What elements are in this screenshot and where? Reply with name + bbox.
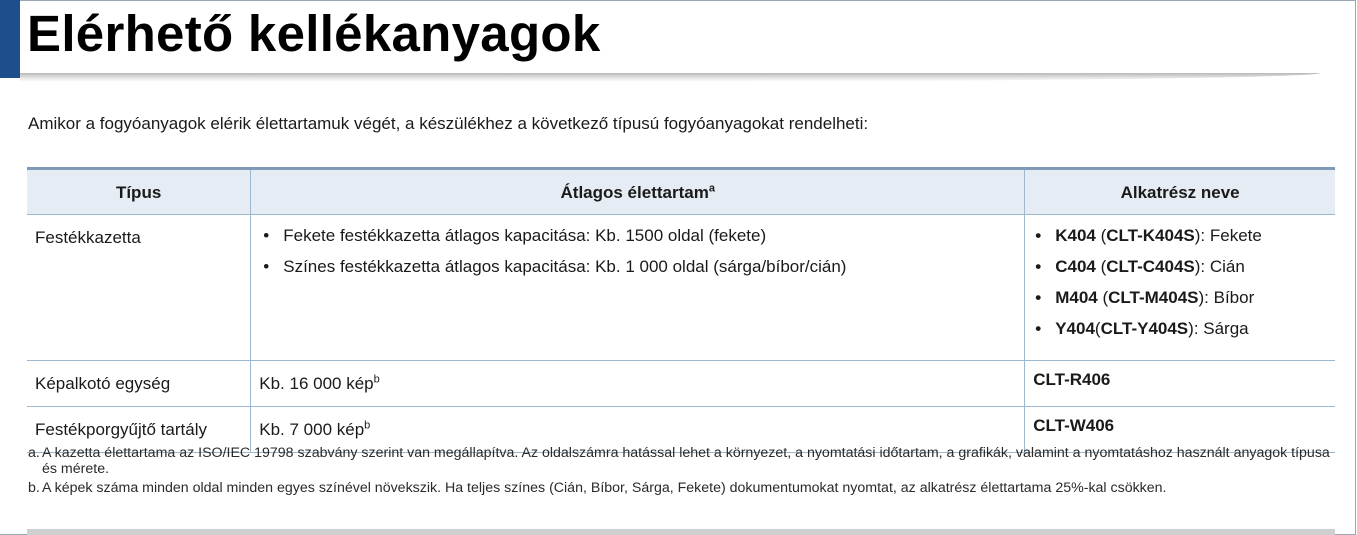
header-part-label: Alkatrész neve xyxy=(1120,182,1240,202)
cell-part-name: CLT-R406 xyxy=(1025,361,1335,407)
header-lifetime-label: Átlagos élettartam xyxy=(560,182,709,202)
bullet-icon: • xyxy=(263,257,270,276)
list-item xyxy=(1033,318,1327,339)
cell-part-name: CLT-W406 xyxy=(1025,407,1335,453)
part-color: ): Bíbor xyxy=(1198,288,1255,307)
part-model: CLT-M404S xyxy=(1108,288,1199,307)
part-code: M404 xyxy=(1055,288,1098,307)
header-type-label: Típus xyxy=(115,182,162,202)
header-part-name xyxy=(1025,169,1335,215)
part-color: ): Sárga xyxy=(1188,319,1249,338)
footnote-mark: b. xyxy=(28,480,40,496)
part-model: CLT-Y404S xyxy=(1100,319,1189,338)
title-accent-bar xyxy=(0,0,20,78)
part-sep: ( xyxy=(1094,319,1101,338)
lifetime-black: Fekete festékkazetta átlagos kapacitása: Kb. 1500 oldal (fekete) xyxy=(283,226,767,245)
bullet-icon: • xyxy=(1035,226,1042,245)
list-item xyxy=(1033,256,1327,277)
part-color: ): Fekete xyxy=(1194,226,1262,245)
bullet-icon: • xyxy=(1035,319,1042,338)
header-lifetime xyxy=(251,169,1025,215)
cell-type: Festékporgyűjtő tartály xyxy=(27,407,251,453)
part-sep: ( xyxy=(1097,288,1109,307)
footnote-ref-b: b xyxy=(364,419,371,432)
cell-lifetime xyxy=(251,215,1025,361)
bullet-icon: • xyxy=(263,226,270,245)
list-item xyxy=(259,256,1016,277)
lifetime-value: Kb. 7 000 kép xyxy=(259,420,365,439)
title-bar xyxy=(0,0,1357,80)
footnote-ref-a: a xyxy=(708,181,715,194)
part-sep: ( xyxy=(1095,226,1107,245)
part-code: K404 xyxy=(1055,226,1096,245)
lifetime-color: Színes festékkazetta átlagos kapacitása: Kb. 1 000 oldal (sárga/bíbor/cián) xyxy=(283,257,847,276)
table-row xyxy=(27,215,1335,361)
table-header-row xyxy=(27,169,1335,215)
cell-type: Festékkazetta xyxy=(27,215,251,361)
intro-text: Amikor a fogyóanyagok elérik élettartamuk végét, a készülékhez a következő típusú fogyóanyagokat rendelheti: xyxy=(28,114,869,133)
cell-type: Képalkotó egység xyxy=(27,361,251,407)
parts-list xyxy=(1033,225,1327,339)
part-code: Y404 xyxy=(1055,319,1095,338)
page-title: Elérhető kellékanyagok xyxy=(27,5,601,62)
footnote-ref-b: b xyxy=(373,373,380,386)
footnote-text: A képek száma minden oldal minden egyes színével növekszik. Ha teljes színes (Cián, Bíbor, Sárga, Fekete) dokumentumokat nyomtat, az alkatrész élettartama 25%-kal csökken. xyxy=(42,480,1167,496)
supplies-table xyxy=(27,167,1335,453)
footnotes xyxy=(28,445,1338,499)
bullet-icon: • xyxy=(1035,257,1042,276)
footnote-text: A kazetta élettartama az ISO/IEC 19798 szabvány szerint van megállapítva. Az oldalszámra hatással lehet a környezet, a nyomtatási időtartam, a grafikák, valamint a nyomtatáshoz használt anyagok típusa és mérete. xyxy=(42,445,1330,477)
part-model: CLT-K404S xyxy=(1106,226,1195,245)
part-sep: ( xyxy=(1095,257,1107,276)
lifetime-list xyxy=(259,225,1016,277)
part-code: C404 xyxy=(1055,257,1096,276)
bullet-icon: • xyxy=(1035,288,1042,307)
list-item xyxy=(1033,225,1327,246)
cell-part-names xyxy=(1025,215,1335,361)
footnote-mark: a. xyxy=(28,445,40,461)
table-row xyxy=(27,361,1335,407)
lifetime-value: Kb. 16 000 kép xyxy=(259,374,374,393)
bottom-divider xyxy=(27,529,1335,535)
part-color: ): Cián xyxy=(1194,257,1245,276)
header-type xyxy=(27,169,251,215)
cell-lifetime xyxy=(251,361,1025,407)
footnote-b xyxy=(28,480,1338,496)
part-model: CLT-C404S xyxy=(1106,257,1195,276)
list-item xyxy=(1033,287,1327,308)
list-item xyxy=(259,225,1016,246)
footnote-a xyxy=(28,445,1338,477)
